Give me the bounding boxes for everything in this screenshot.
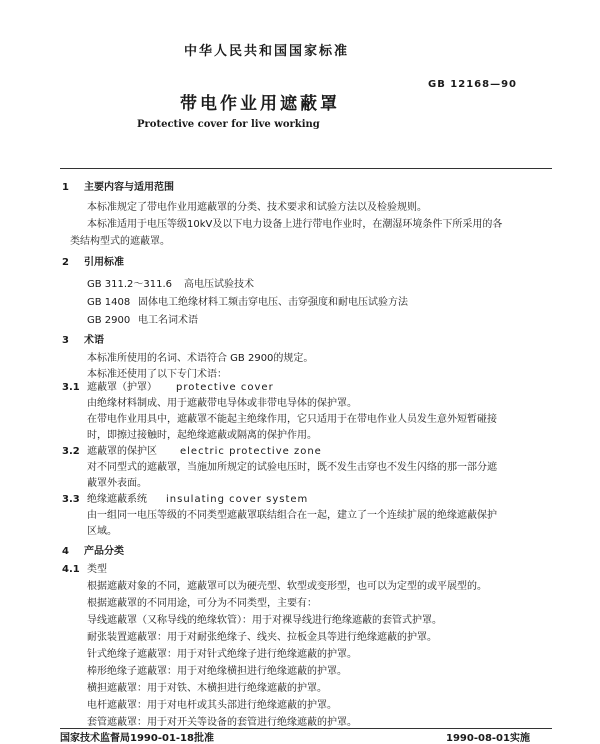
list-item: 根据遮蔽罩的不同用途，可分为不同类型，主要有： [87, 598, 317, 609]
document-title-english: Protective cover for live working [137, 119, 320, 130]
approval-date: 国家技术监督局1990-01-18批准 [60, 733, 214, 744]
subsection-number: 3.2 [62, 446, 80, 457]
header-rule [60, 168, 552, 169]
term-definition: 时，即擦过接触时，起绝缘遮蔽或隔离的保护作用。 [87, 430, 317, 441]
section-number: 2 [62, 257, 69, 268]
reference-code: GB 2900 [87, 315, 131, 326]
term-definition: 由绝缘材料制成、用于遮蔽带电导体或非带电导体的保护罩。 [87, 398, 357, 409]
reference-code: GB 311.2～311.6 [87, 279, 173, 290]
paragraph-continuation: 类结构型式的遮蔽罩。 [70, 236, 170, 247]
paragraph: 本标准规定了带电作业用遮蔽罩的分类、技术要求和试验方法以及检验规则。 [87, 202, 427, 213]
issuing-country: 中华人民共和国国家标准 [184, 44, 350, 59]
term-chinese: 遮蔽罩（护罩） [87, 382, 157, 393]
subsection-number: 3.3 [62, 494, 80, 505]
term-english: insulating cover system [166, 494, 309, 505]
term-definition: 由一组同一电压等级的不同类型遮蔽罩联结组合在一起，建立了一个连续扩展的绝缘遮蔽保护 [87, 510, 497, 521]
section-number: 1 [62, 182, 69, 193]
subsection-number: 4.1 [62, 564, 80, 575]
section-title: 产品分类 [84, 546, 124, 557]
term-chinese: 绝缘遮蔽系统 [87, 494, 147, 505]
term-definition: 对不同型式的遮蔽罩，当施加所规定的试验电压时，既不发生击穿也不发生闪络的那一部分遮 [87, 462, 497, 473]
document-title: 带电作业用遮蔽罩 [180, 94, 340, 114]
section-title: 主要内容与适用范围 [84, 182, 174, 193]
standard-code: GB 12168—90 [428, 79, 518, 90]
reference-title: 高电压试验技术 [184, 279, 254, 290]
term-definition: 蔽罩外表面。 [87, 478, 147, 489]
section-number: 4 [62, 546, 69, 557]
list-item: 针式绝缘子遮蔽罩：用于对针式绝缘子进行绝缘遮蔽的护罩。 [87, 649, 357, 660]
paragraph: 本标准所使用的名词、术语符合 GB 2900的规定。 [87, 353, 314, 364]
list-item: 导线遮蔽罩（又称导线的绝缘软管）：用于对裸导线进行绝缘遮蔽的套管式护罩。 [87, 615, 442, 626]
subsection-number: 3.1 [62, 382, 80, 393]
list-item: 根据遮蔽对象的不同，遮蔽罩可以为硬壳型、软型或变形型，也可以为定型的或平展型的。 [87, 581, 487, 592]
section-title: 引用标准 [84, 257, 124, 268]
term-definition: 区域。 [87, 526, 117, 537]
term-chinese: 遮蔽罩的保护区 [87, 446, 157, 457]
reference-title: 固体电工绝缘材料工频击穿电压、击穿强度和耐电压试验方法 [138, 297, 408, 308]
paragraph: 本标准适用于电压等级10kV及以下电力设备上进行带电作业时，在潮湿环境条件下所采用的各 [87, 219, 503, 230]
list-item: 耐张装置遮蔽罩：用于对耐张绝缘子、线夹、拉板金具等进行绝缘遮蔽的护罩。 [87, 632, 437, 643]
term-english: electric protective zone [180, 446, 322, 457]
paragraph: 本标准还使用了以下专门术语： [87, 369, 227, 380]
list-item: 电杆遮蔽罩：用于对电杆或其头部进行绝缘遮蔽的护罩。 [87, 700, 337, 711]
section-number: 3 [62, 335, 69, 346]
reference-title: 电工名词术语 [138, 315, 198, 326]
implementation-date: 1990-08-01实施 [446, 733, 530, 744]
list-item: 棒形绝缘子遮蔽罩：用于对绝缘横担进行绝缘遮蔽的护罩。 [87, 666, 347, 677]
reference-code: GB 1408 [87, 297, 131, 308]
subsection-title: 类型 [87, 564, 107, 575]
list-item: 横担遮蔽罩：用于对铁、木横担进行绝缘遮蔽的护罩。 [87, 683, 327, 694]
section-title: 术语 [84, 335, 104, 346]
term-definition: 在带电作业用具中，遮蔽罩不能起主绝缘作用，它只适用于在带电作业人员发生意外短暂碰接 [87, 414, 497, 425]
list-item: 套管遮蔽罩：用于对开关等设备的套管进行绝缘遮蔽的护罩。 [87, 717, 357, 728]
term-english: protective cover [176, 382, 274, 393]
